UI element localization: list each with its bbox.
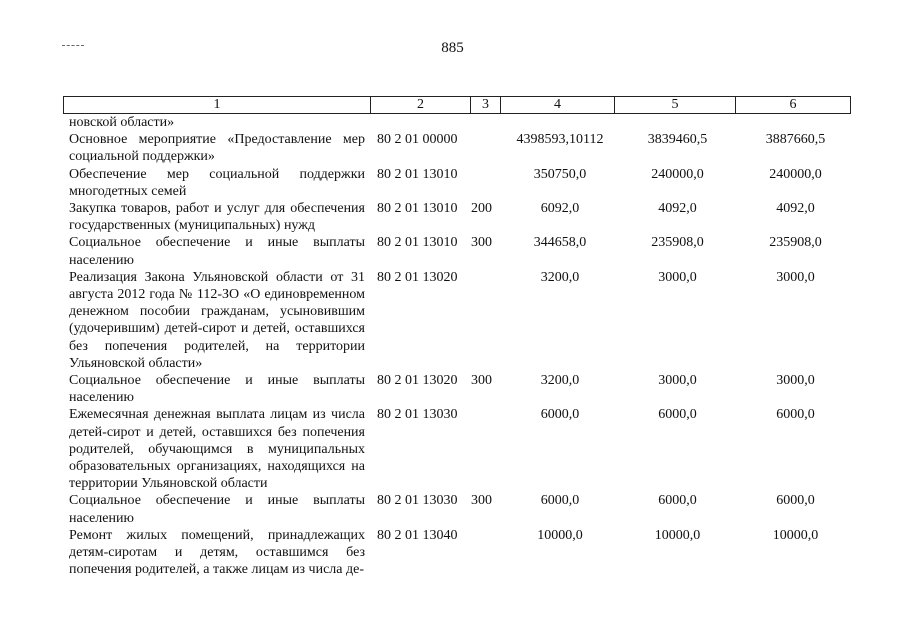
table-row: [63, 372, 853, 406]
header-col-2: 2: [371, 97, 471, 114]
row-value-2: 6000,0: [658, 493, 697, 509]
row-value-3: 3000,0: [776, 373, 815, 389]
row-type: 300: [471, 373, 492, 389]
table-row: [63, 131, 853, 165]
row-type: 300: [471, 493, 492, 509]
header-col-6: 6: [736, 97, 851, 114]
row-value-3: 10000,0: [772, 527, 819, 543]
row-value-2: 235908,0: [651, 235, 704, 251]
table-row: [63, 492, 853, 526]
row-value-2: 6000,0: [658, 407, 697, 423]
row-value-1: 3200,0: [540, 373, 580, 389]
header-col-4: 4: [501, 97, 615, 114]
row-name: Социальное обеспечение и иные выплаты населению: [69, 373, 365, 406]
row-name: новской области»: [69, 115, 175, 130]
row-name: Ремонт жилых помещений, принадлежащих детям-сиротам и детям, оставшимся без попечения родителей, а также лицам из числа де-: [69, 527, 365, 578]
table-header: [63, 96, 851, 114]
row-value-2: 10000,0: [654, 527, 701, 543]
row-value-1: 6092,0: [540, 201, 580, 217]
row-value-1: 3200,0: [540, 269, 580, 285]
table-row: [63, 166, 853, 200]
table-row: [63, 234, 853, 268]
row-code: 80 2 01 13030: [377, 493, 458, 509]
row-code: 80 2 01 00000: [377, 132, 458, 148]
table-row: [63, 406, 853, 492]
row-name: Социальное обеспечение и иные выплаты населению: [69, 235, 365, 268]
row-value-1: 344658,0: [533, 235, 587, 251]
row-value-1: 6000,0: [540, 407, 580, 423]
row-type: 200: [471, 201, 492, 217]
header-col-1: 1: [64, 97, 371, 114]
table-row: [63, 200, 853, 234]
row-value-3: 4092,0: [776, 201, 815, 217]
scan-artifact-dash: [62, 45, 84, 46]
row-value-2: 240000,0: [651, 166, 704, 182]
row-value-1: 10000,0: [537, 527, 583, 543]
row-value-3: 235908,0: [769, 235, 822, 251]
row-value-3: 240000,0: [769, 166, 822, 182]
row-value-2: 3000,0: [658, 373, 697, 389]
row-code: 80 2 01 13010: [377, 201, 458, 217]
table-row: [63, 114, 853, 131]
row-value-3: 6000,0: [776, 407, 815, 423]
row-value-3: 3887660,5: [765, 132, 826, 148]
row-value-3: 3000,0: [776, 269, 815, 285]
row-code: 80 2 01 13010: [377, 166, 458, 182]
row-name: Обеспечение мер социальной поддержки многодетных семей: [69, 166, 365, 199]
row-code: 80 2 01 13020: [377, 373, 458, 389]
row-name: Социальное обеспечение и иные выплаты населению: [69, 493, 365, 526]
row-name: Закупка товаров, работ и услуг для обеспечения государственных (муниципальных) нужд: [69, 201, 365, 234]
table-row: [63, 269, 853, 372]
row-name: Основное мероприятие «Предоставление мер социальной поддержки»: [69, 132, 365, 165]
row-code: 80 2 01 13040: [377, 527, 458, 543]
row-value-1: 6000,0: [540, 493, 580, 509]
row-value-1: 350750,0: [533, 166, 587, 182]
row-value-2: 4092,0: [658, 201, 697, 217]
table-row: [63, 527, 853, 579]
header-col-5: 5: [615, 97, 736, 114]
row-code: 80 2 01 13010: [377, 235, 458, 251]
row-code: 80 2 01 13030: [377, 407, 458, 423]
header-col-3: 3: [471, 97, 501, 114]
row-value-1: 4398593,10112: [516, 132, 604, 148]
row-value-2: 3839460,5: [647, 132, 708, 148]
row-type: 300: [471, 235, 492, 251]
row-name: Ежемесячная денежная выплата лицам из числа детей-сирот и детей, оставшихся без попечения родителей, обучающимся в муниципальных образовательных организациях, находящихся на территории Ульяновской области: [69, 407, 365, 492]
row-code: 80 2 01 13020: [377, 269, 458, 285]
table-body: [63, 114, 853, 578]
row-name: Реализация Закона Ульяновской области от 31 августа 2012 года № 112-ЗО «О единовременном денежном пособии гражданам, усыновившим (удочерившим) детей-сирот и детей, оставшихся без попечения родителей, на территории Ульяновской области»: [69, 269, 365, 371]
row-value-3: 6000,0: [776, 493, 815, 509]
row-value-2: 3000,0: [658, 269, 697, 285]
page-number: 885: [441, 40, 464, 56]
